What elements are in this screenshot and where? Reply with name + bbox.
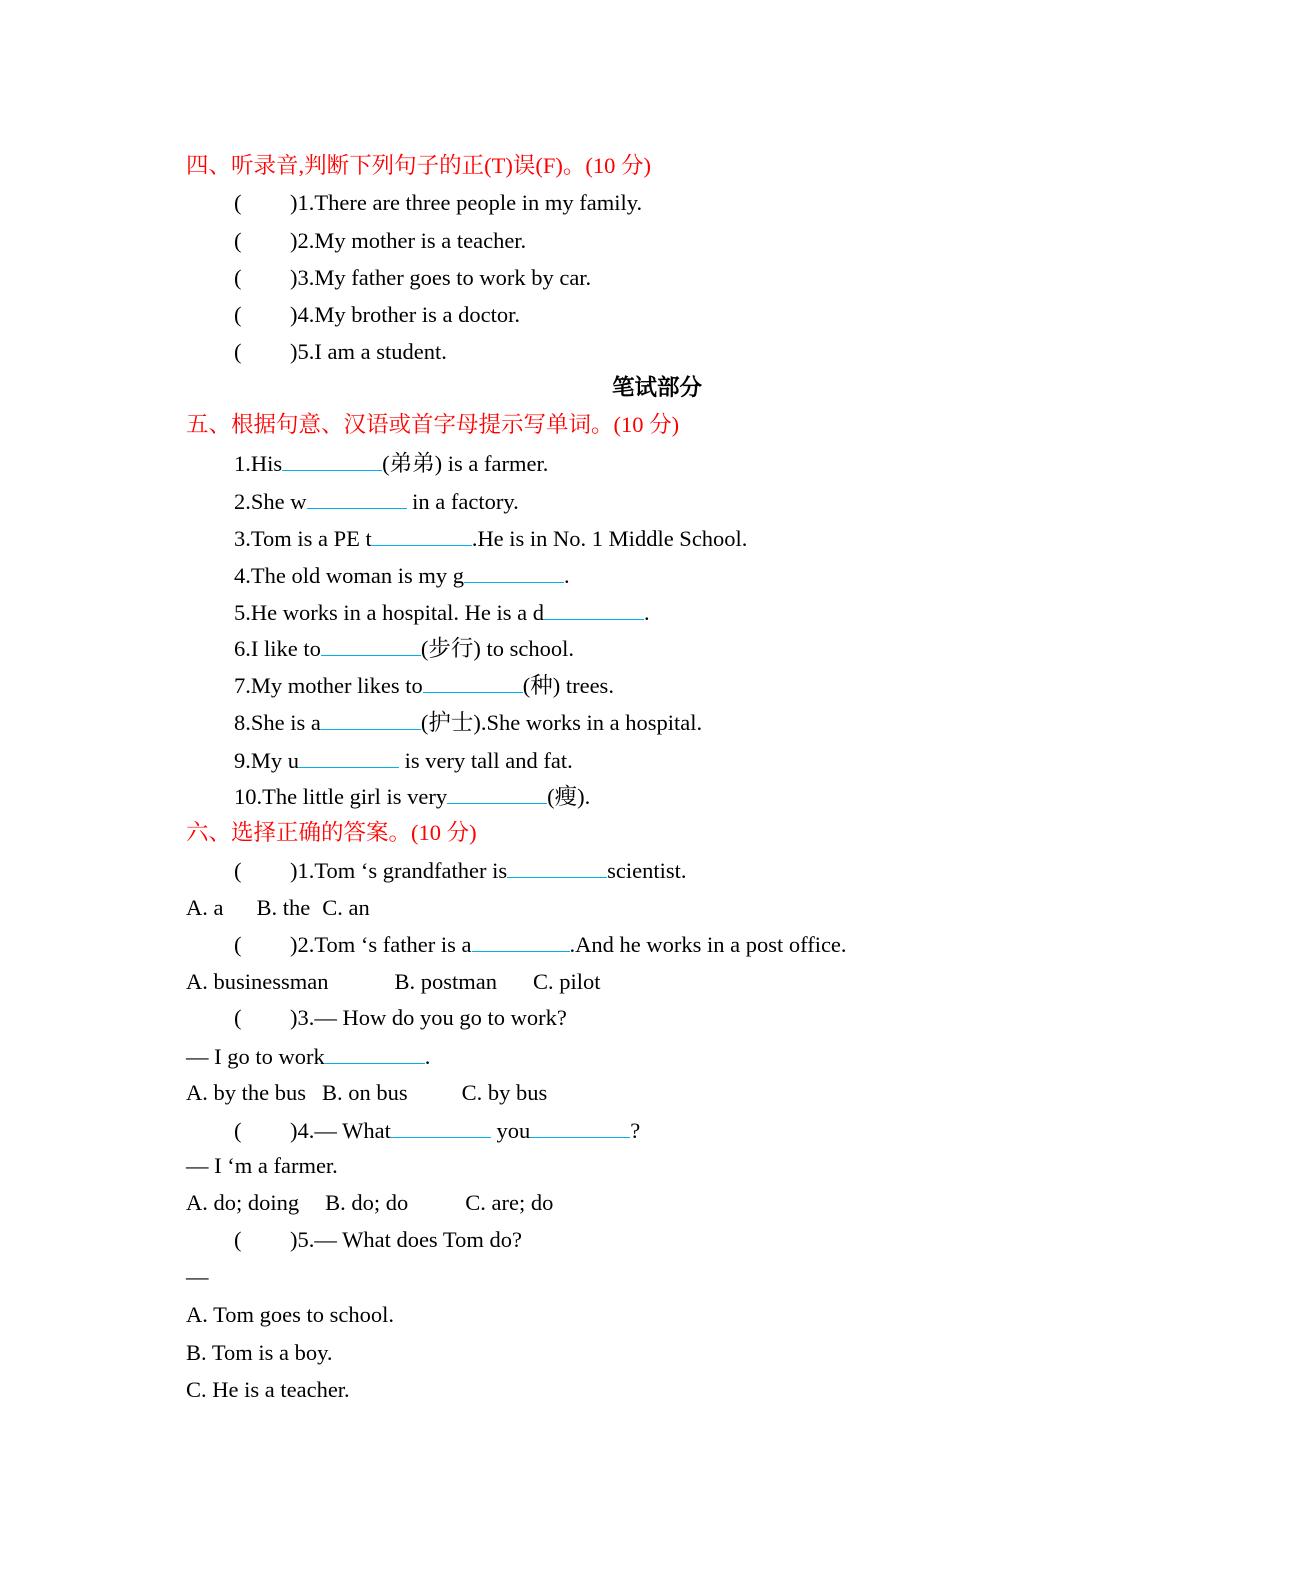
- options-q2: [186, 967, 601, 997]
- answer-paren[interactable]: (: [234, 1118, 242, 1143]
- answer-blank[interactable]: [282, 448, 382, 471]
- fill-item-10: 10.The little girl is very (瘦).: [234, 781, 590, 812]
- answer-blank[interactable]: [447, 781, 547, 804]
- choice-q5: ( )5.— What does Tom do?: [234, 1225, 522, 1255]
- option-c: C. an: [322, 895, 370, 920]
- options-q3: [186, 1078, 547, 1108]
- option-c: C. pilot: [533, 969, 601, 994]
- fill-item-6: 6.I like to (步行) to school.: [234, 633, 574, 664]
- option-c-q5: C. He is a teacher.: [186, 1377, 350, 1402]
- choice-q1: ( )1.Tom ‘s grandfather is scientist.: [234, 855, 687, 886]
- answer-paren[interactable]: (: [234, 858, 242, 883]
- option-c: C. by bus: [461, 1080, 548, 1105]
- answer-paren[interactable]: (: [234, 1005, 242, 1030]
- answer-blank[interactable]: [423, 670, 523, 693]
- tf-item-1: ( )1.There are three people in my family.: [234, 188, 642, 218]
- answer-paren[interactable]: (: [234, 339, 242, 364]
- option-a: A. do; doing: [186, 1190, 300, 1215]
- tf-item-3: ( )3.My father goes to work by car.: [234, 263, 591, 293]
- option-b: B. do; do: [325, 1190, 409, 1215]
- option-a-q5: A. Tom goes to school.: [186, 1302, 395, 1327]
- answer-blank[interactable]: [544, 597, 644, 620]
- options-q1: [186, 893, 370, 923]
- choice-q4: ( )4.— What you ?: [234, 1115, 640, 1146]
- fill-item-2: 2.She w in a factory.: [234, 486, 519, 517]
- answer-blank[interactable]: [507, 855, 607, 878]
- choice-q2: ( )2.Tom ‘s father is a .And he works in a post office.: [234, 929, 847, 960]
- answer-blank[interactable]: [472, 929, 570, 952]
- option-a: A. a: [186, 895, 224, 920]
- answer-blank[interactable]: [530, 1115, 630, 1138]
- answer-blank[interactable]: [372, 523, 472, 546]
- tf-item-5: ( )5.I am a student.: [234, 337, 447, 367]
- option-a: A. businessman: [186, 969, 329, 994]
- tf-item-4: ( )4.My brother is a doctor.: [234, 300, 520, 330]
- section-5-heading: 五、根据句意、汉语或首字母提示写单词。(10 分): [186, 412, 680, 437]
- tf-item-2: ( )2.My mother is a teacher.: [234, 226, 526, 256]
- answer-paren[interactable]: (: [234, 265, 242, 290]
- answer-blank[interactable]: [321, 633, 421, 656]
- option-b-q5: B. Tom is a boy.: [186, 1340, 333, 1365]
- answer-line-q5: —: [186, 1264, 209, 1289]
- answer-paren[interactable]: (: [234, 932, 242, 957]
- fill-item-7: 7.My mother likes to (种) trees.: [234, 670, 614, 701]
- answer-blank[interactable]: [391, 1115, 491, 1138]
- fill-item-4: 4.The old woman is my g .: [234, 560, 570, 591]
- fill-item-8: 8.She is a (护士).She works in a hospital.: [234, 707, 702, 738]
- answer-line-q4: — I ‘m a farmer.: [186, 1153, 338, 1178]
- choice-q3: ( )3.— How do you go to work?: [234, 1003, 567, 1033]
- written-part-title: 笔试部分: [612, 375, 703, 400]
- option-b: B. the: [256, 895, 311, 920]
- section-6-heading: 六、选择正确的答案。(10 分): [186, 820, 477, 845]
- answer-paren[interactable]: (: [234, 190, 242, 215]
- answer-blank[interactable]: [464, 560, 564, 583]
- answer-blank[interactable]: [321, 707, 421, 730]
- answer-paren[interactable]: (: [234, 228, 242, 253]
- answer-blank[interactable]: [307, 486, 407, 509]
- answer-blank[interactable]: [325, 1041, 425, 1064]
- option-b: B. on bus: [322, 1080, 408, 1105]
- answer-line-q3: — I go to work .: [186, 1041, 430, 1072]
- fill-item-1: 1.His (弟弟) is a farmer.: [234, 448, 548, 479]
- option-b: B. postman: [394, 969, 498, 994]
- answer-paren[interactable]: (: [234, 302, 242, 327]
- answer-blank[interactable]: [299, 745, 399, 768]
- fill-item-5: 5.He works in a hospital. He is a d .: [234, 597, 650, 628]
- option-a: A. by the bus: [186, 1080, 306, 1105]
- option-c: C. are; do: [465, 1190, 554, 1215]
- fill-item-3: 3.Tom is a PE t .He is in No. 1 Middle School.: [234, 523, 747, 554]
- answer-paren[interactable]: (: [234, 1227, 242, 1252]
- section-4-heading: 四、听录音,判断下列句子的正(T)误(F)。(10 分): [186, 153, 651, 178]
- options-q4: [186, 1188, 553, 1218]
- fill-item-9: 9.My u is very tall and fat.: [234, 745, 573, 776]
